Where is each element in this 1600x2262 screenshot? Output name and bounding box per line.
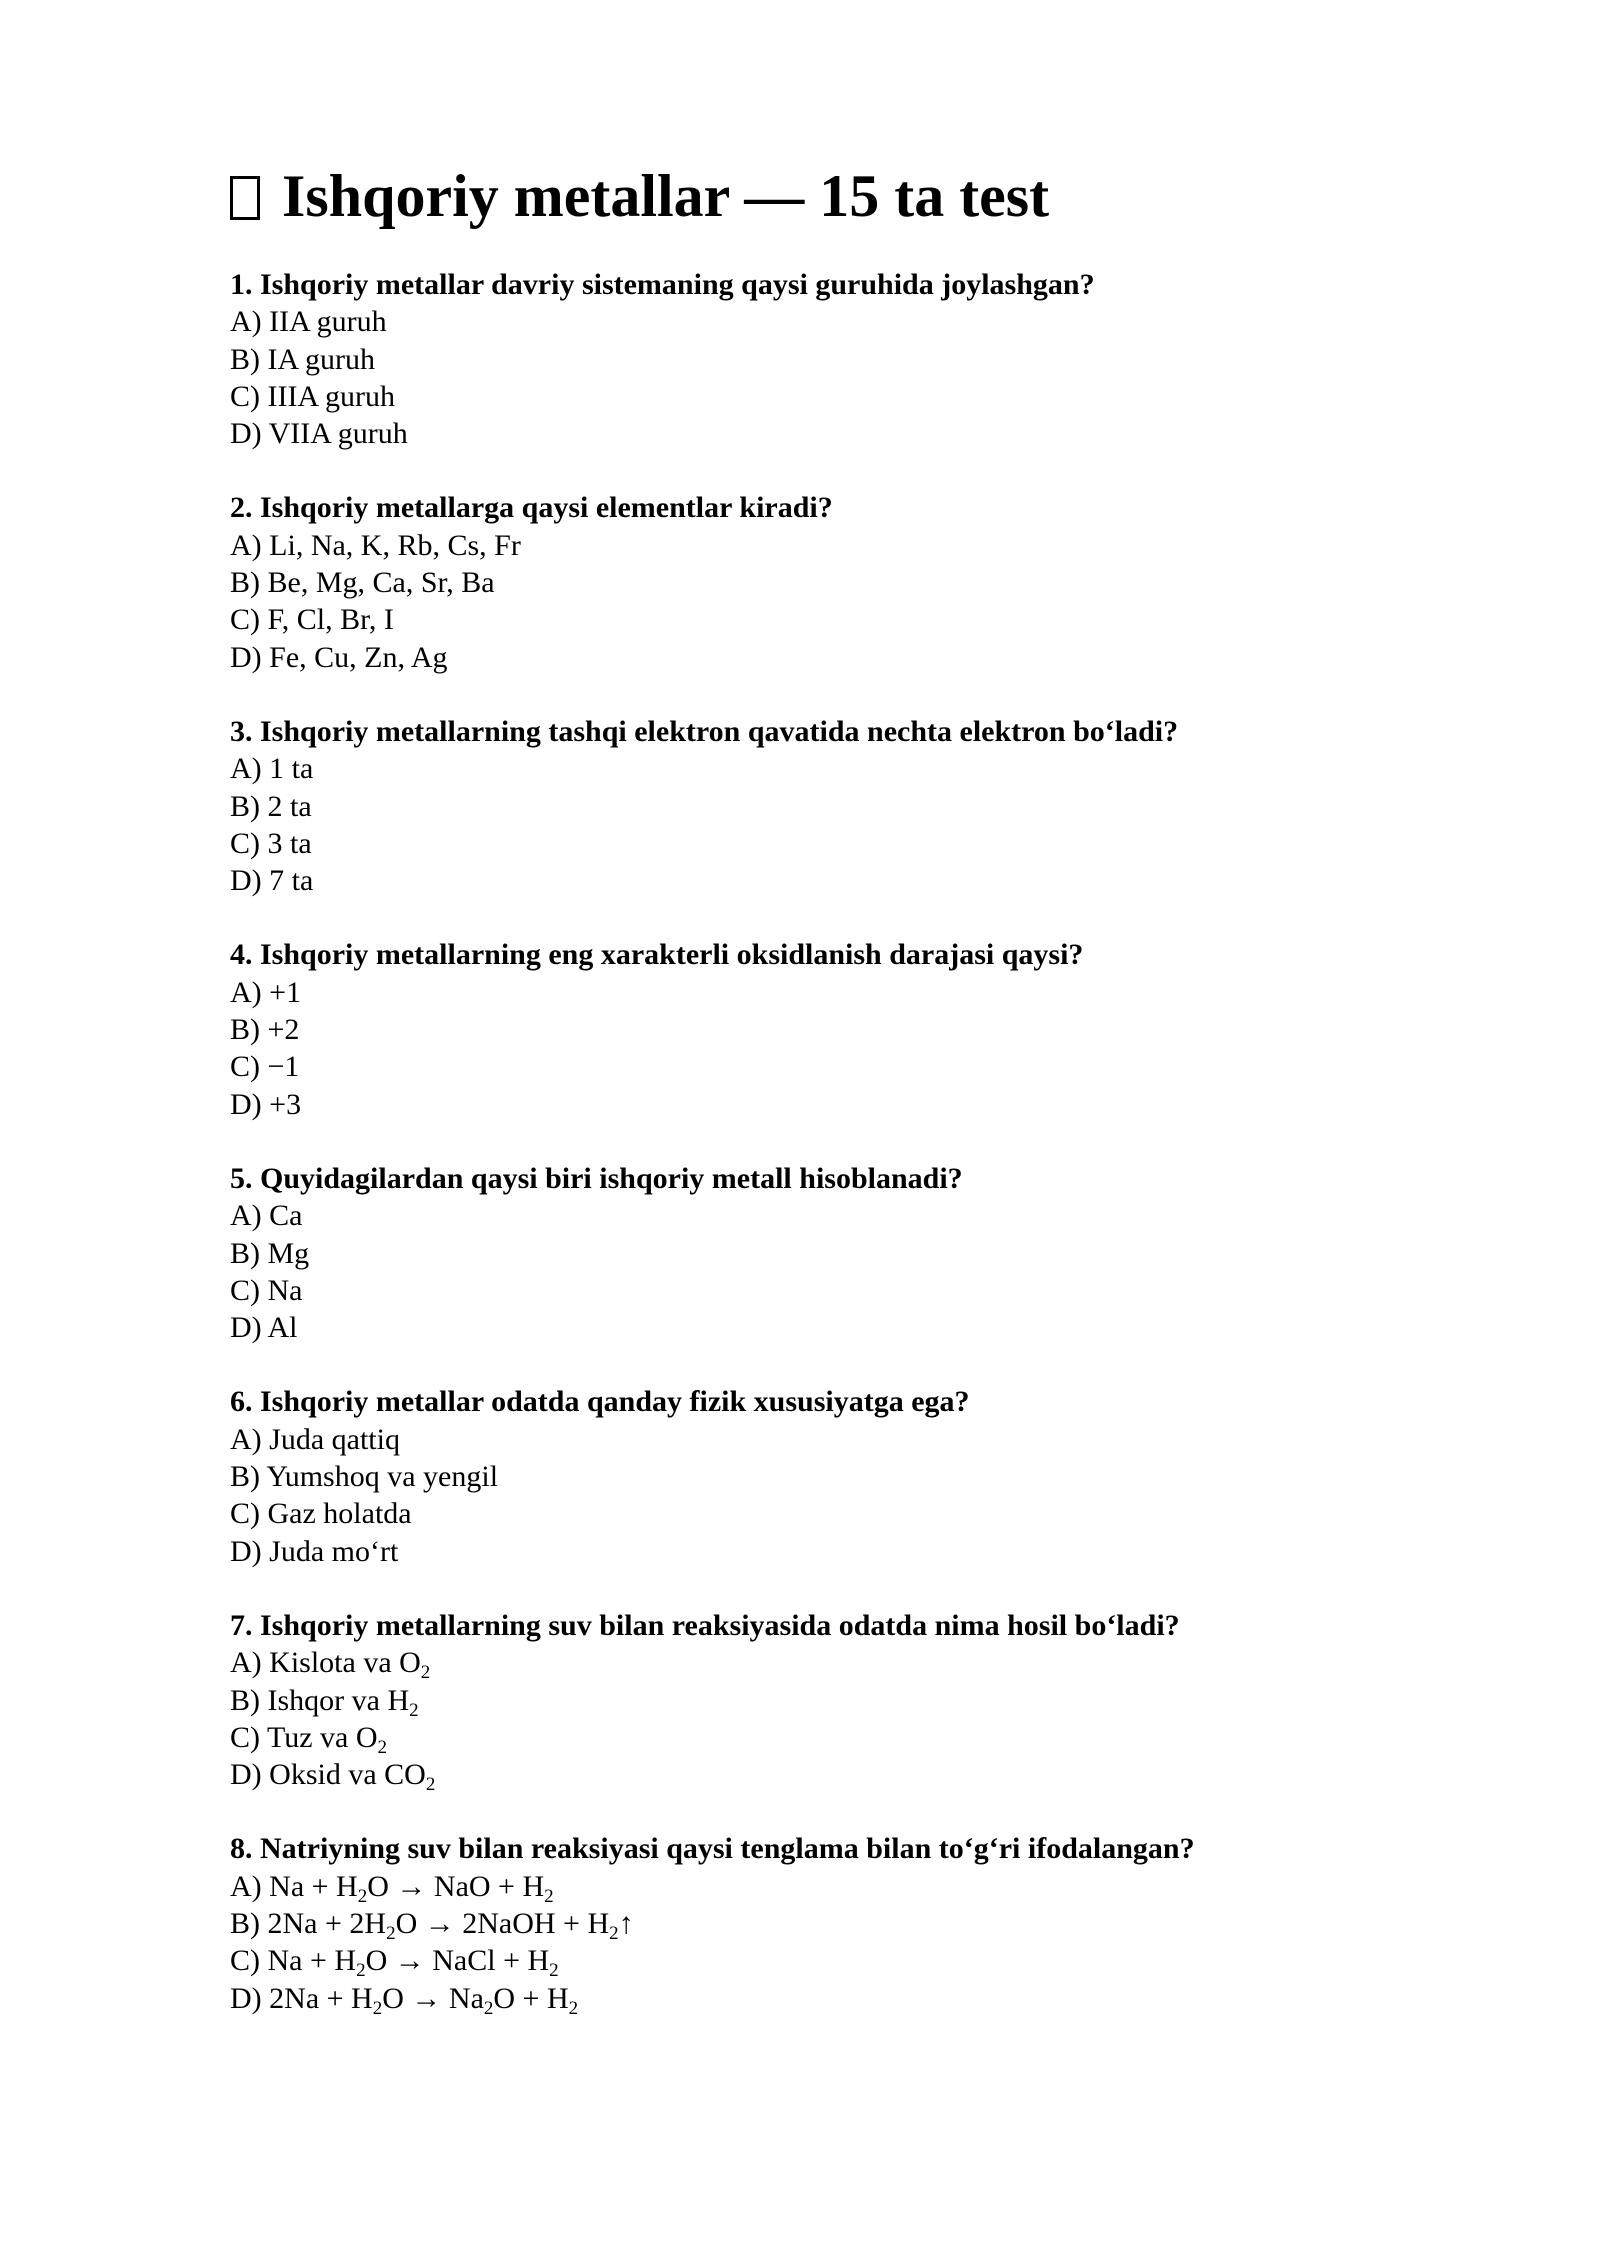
missing-glyph-icon [230,176,260,220]
answer-option: D) Oksid va $CO_2$ [230,1758,436,1796]
answer-option: A) +1 [230,975,302,1009]
answer-option: D) Juda mo‘rt [230,1534,399,1568]
question-block [230,1160,1410,1346]
question-text: 2. Ishqoriy metallarga qaysi elementlar kiradi? [230,491,833,525]
answer-option: B) $2Na + 2H_2O$ → 2NaOH + $H_2↑$ [230,1906,634,1944]
answer-option: A) Ca [230,1199,303,1233]
question-block [230,1383,1410,1569]
question-block [230,713,1410,899]
answer-option: D) VIIA guruh [230,417,408,451]
question-block [230,266,1410,452]
question-text: 3. Ishqoriy metallarning tashqi elektron qavatida nechta elektron bo‘ladi? [230,714,1179,748]
answer-option: C) −1 [230,1050,300,1084]
answer-option: B) Yumshoq va yengil [230,1460,499,1494]
question-text: 6. Ishqoriy metallar odatda qanday fizik xususiyatga ega? [230,1385,970,1419]
answer-option: A) Li, Na, K, Rb, Cs, Fr [230,528,521,562]
answer-option: C) 3 ta [230,826,312,860]
question-block [230,489,1410,675]
answer-option: A) 1 ta [230,752,314,786]
answer-option: A) IIA guruh [230,305,387,339]
question-text: 8. Natriyning suv bilan reaksiyasi qaysi tenglama bilan to‘g‘ri ifodalangan? [230,1832,1195,1866]
document-title-row [230,160,1410,232]
answer-option: B) Mg [230,1236,310,1270]
answer-option: A) $Na + H_2O$ → NaO + $H_2$ [230,1869,554,1907]
answer-option: C) Tuz va $O_2$ [230,1720,388,1758]
question-text: 7. Ishqoriy metallarning suv bilan reaksiyasida odatda nima hosil bo‘ladi? [230,1608,1180,1642]
answer-option: B) Ishqor va $H_2$ [230,1683,419,1721]
answer-option: A) Juda qattiq [230,1422,400,1456]
question-block [230,1830,1410,2019]
question-text: 4. Ishqoriy metallarning eng xarakterli oksidlanish darajasi qaysi? [230,938,1084,972]
answer-option: D) 7 ta [230,864,314,898]
document-title: Ishqoriy metallar — 15 ta test [282,163,1050,229]
document-page [230,160,1410,2054]
answer-option: D) Fe, Cu, Zn, Ag [230,640,448,674]
answer-option: B) 2 ta [230,789,312,823]
answer-option: B) Be, Mg, Ca, Sr, Ba [230,566,495,600]
question-block [230,936,1410,1122]
answer-option: C) $Na + H_2O$ → NaCl + $H_2$ [230,1944,559,1982]
answer-option: C) Na [230,1273,303,1307]
answer-option: D) Al [230,1311,298,1345]
answer-option: C) Gaz holatda [230,1497,412,1531]
question-text: 5. Quyidagilardan qaysi biri ishqoriy metall hisoblanadi? [230,1161,963,1195]
question-block [230,1607,1410,1796]
answer-option: B) IA guruh [230,342,375,376]
answer-option: A) Kislota va $O_2$ [230,1646,431,1684]
answer-option: D) $2Na + H_2O \to Na_2O + H_2$ [230,1981,579,2019]
answer-option: C) F, Cl, Br, I [230,603,394,637]
answer-option: D) +3 [230,1087,302,1121]
question-text: 1. Ishqoriy metallar davriy sistemaning qaysi guruhida joylashgan? [230,268,1095,301]
answer-option: B) +2 [230,1013,300,1047]
answer-option: C) IIIA guruh [230,379,395,413]
question-list [230,266,1410,2017]
